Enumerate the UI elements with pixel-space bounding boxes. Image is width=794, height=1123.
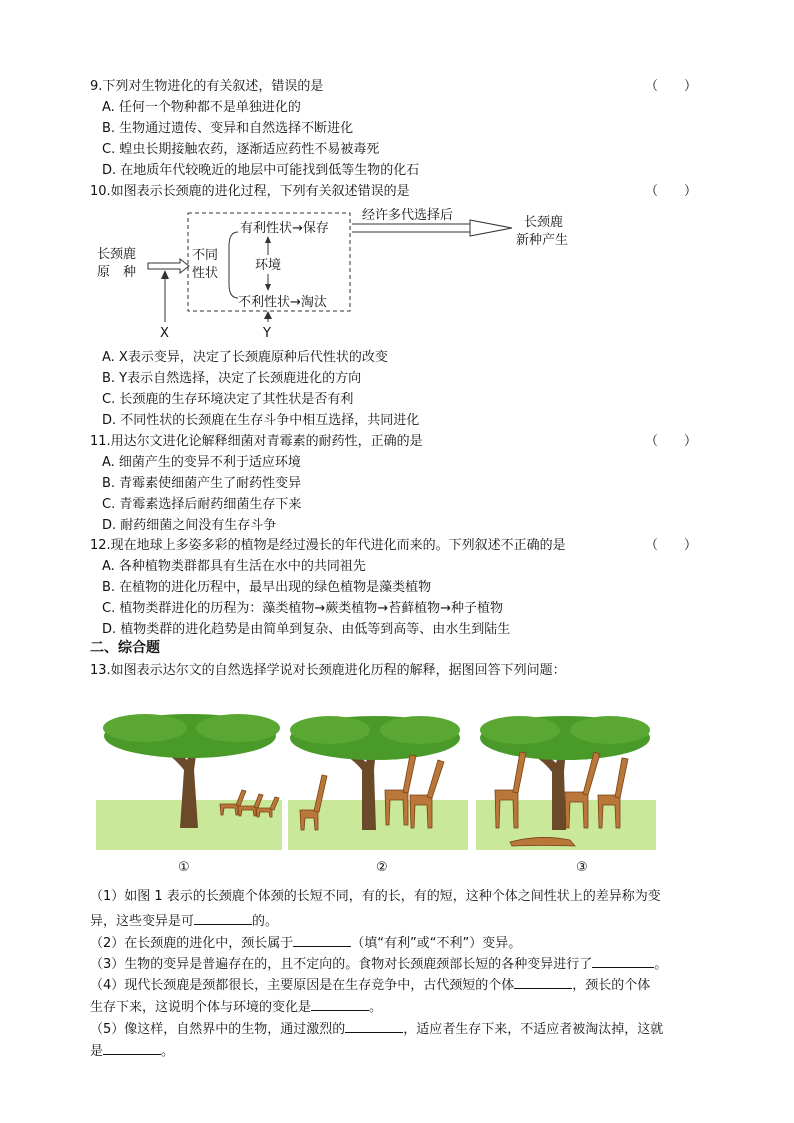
unfavorable-traits: 不利性状→淘汰: [238, 295, 327, 310]
q10-option-b: B. Y表示自然选择，决定了长颈鹿进化的方向: [102, 371, 362, 386]
q13-p3: （3）生物的变异是普遍存在的，且不定向的。食物对长颈鹿颈部长短的各种变异进行了 。: [90, 953, 667, 974]
q12-stem: 12.现在地球上多姿多彩的植物是经过漫长的年代进化而来的。下列叙述不正确的是: [90, 538, 566, 553]
blank-4[interactable]: [514, 974, 572, 989]
q9-option-c: C. 蝗虫长期接触农药，逐渐适应药性不易被毒死: [102, 142, 380, 157]
diff-traits-line1: 不同: [192, 248, 219, 263]
q10-stem: 10.如图表示长颈鹿的进化过程，下列有关叙述错误的是: [90, 184, 410, 199]
new-species-line2: 新种产生: [516, 233, 569, 248]
q11-option-a: A. 细菌产生的变异不利于适应环境: [102, 455, 301, 470]
favorable-traits: 有利性状→保存: [240, 221, 329, 236]
panel-1-label: ①: [178, 860, 190, 875]
q12-option-a: A. 各种植物类群都具有生活在水中的共同祖先: [102, 559, 366, 574]
q12-option-c: C. 植物类群进化的历程为：藻类植物→蕨类植物→苔藓植物→种子植物: [102, 601, 504, 616]
blank-3[interactable]: [592, 953, 654, 968]
selection-arrow-label: 经许多代选择后: [362, 208, 454, 223]
q13-p4-line2: 生存下来，这说明个体与环境的变化是 。: [90, 996, 382, 1017]
q11-option-c: C. 青霉素选择后耐药细菌生存下来: [102, 497, 302, 512]
origin-label-line2: 原 种: [97, 265, 137, 280]
q11-option-b: B. 青霉素使细菌产生了耐药性变异: [102, 476, 302, 491]
q13-p2: （2）在长颈鹿的进化中，颈长属于 （填“有利”或“不利”）变异。: [90, 932, 521, 953]
q11-option-d: D. 耐药细菌之间没有生存斗争: [102, 518, 277, 533]
blank-1[interactable]: [194, 910, 252, 925]
q12-answer-paren: （ ）: [645, 538, 698, 553]
blank-6[interactable]: [345, 1018, 403, 1033]
q11-stem: 11.用达尔文进化论解释细菌对青霉素的耐药性，正确的是: [90, 434, 423, 449]
q12-option-d: D. 植物类群的进化趋势是由简单到复杂、由低等到高等、由水生到陆生: [102, 622, 511, 637]
origin-label-line1: 长颈鹿: [97, 247, 137, 262]
q9-option-a: A. 任何一个物种都不是单独进化的: [102, 100, 301, 115]
q13-p4-line1: （4）现代长颈鹿是颈都很长，主要原因是在生存竞争中，古代颈短的个体 ，颈长的个体: [90, 974, 650, 995]
q9-option-b: B. 生物通过遗传、变异和自然选择不断进化: [102, 121, 354, 136]
q12-option-b: B. 在植物的进化历程中，最早出现的绿色植物是藻类植物: [102, 580, 432, 595]
q9-answer-paren: （ ）: [645, 79, 698, 94]
blank-2[interactable]: [293, 932, 351, 947]
diff-traits-line2: 性状: [192, 266, 219, 281]
q13-p1-line1: （1）如图 1 表示的长颈鹿个体颈的长短不同，有的长，有的短，这种个体之间性状上的差异称为变: [90, 889, 661, 904]
q13-stem: 13.如图表示达尔文的自然选择学说对长颈鹿进化历程的解释，据图回答下列问题：: [90, 663, 566, 678]
panel-2-mixed-giraffes: [288, 716, 468, 850]
panel-3-long-neck-giraffes: [476, 716, 656, 850]
section-heading: 二、综合题: [90, 640, 160, 656]
q10-option-d: D. 不同性状的长颈鹿在生存斗争中相互选择，共同进化: [102, 413, 420, 428]
q10-option-a: A. X表示变异，决定了长颈鹿原种后代性状的改变: [102, 350, 388, 365]
q10-option-c: C. 长颈鹿的生存环境决定了其性状是否有利: [102, 392, 354, 407]
blank-5[interactable]: [311, 996, 369, 1011]
q10-answer-paren: （ ）: [645, 184, 698, 199]
environment-label: 环境: [255, 258, 282, 273]
panel-3-label: ③: [576, 860, 588, 875]
new-species-line1: 长颈鹿: [524, 215, 564, 230]
y-label: Y: [263, 326, 271, 341]
blank-7[interactable]: [103, 1040, 161, 1055]
q9-stem: 9.下列对生物进化的有关叙述，错误的是: [90, 79, 324, 94]
x-label: X: [160, 326, 169, 341]
panel-2-label: ②: [376, 860, 388, 875]
q13-p5-line2: 是 。: [90, 1040, 174, 1061]
q13-p5-line1: （5）像这样，自然界中的生物，通过激烈的 ，适应者生存下来，不适应者被淘汰掉，这就: [90, 1018, 663, 1039]
q9-option-d: D. 在地质年代较晚近的地层中可能找到低等生物的化石: [102, 163, 420, 178]
q13-p1-line2: 异，这些变异是可 的。: [90, 910, 278, 931]
panel-1-short-giraffes: [96, 714, 282, 850]
q11-answer-paren: （ ）: [645, 434, 698, 449]
